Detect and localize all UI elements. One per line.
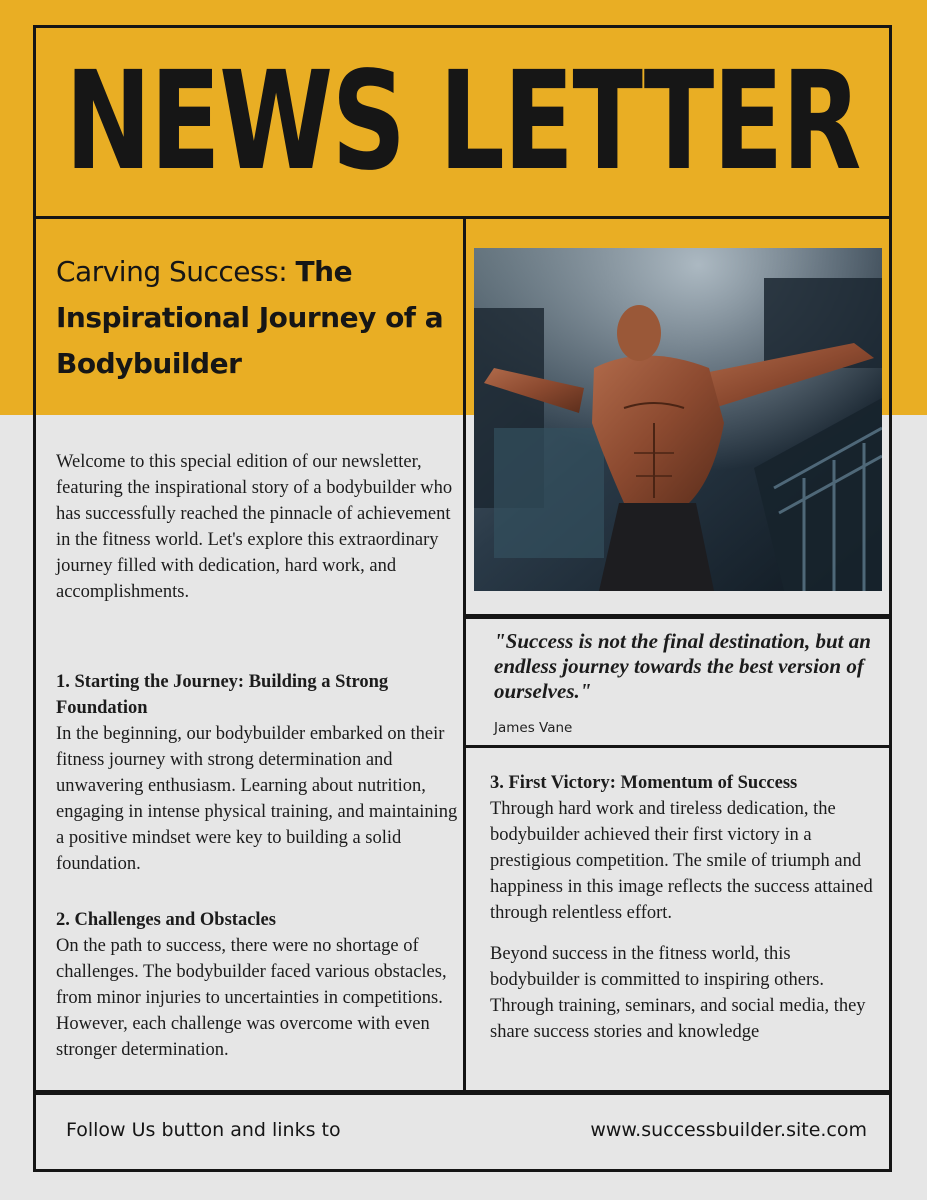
section-challenges xyxy=(56,907,461,1063)
masthead-title: NEWS LETTER xyxy=(65,43,860,201)
website-link[interactable]: www.successbuilder.site.com xyxy=(590,1119,867,1141)
pull-quote: "Success is not the final destination, but an endless journey towards the best version of ourselves." xyxy=(494,629,871,703)
left-column xyxy=(33,216,466,1093)
section-body: On the path to success, there were no shortage of challenges. The bodybuilder faced various obstacles, from minor injuries to uncertainties in competitions. However, each challenge was overcome with even stronger determination. xyxy=(56,936,447,1060)
section-first-victory xyxy=(490,770,880,926)
right-column xyxy=(463,745,892,1093)
closing-paragraph: Beyond success in the fitness world, this bodybuilder is committed to inspiring others. Through training, seminars, and social media, they share success stories and knowledge xyxy=(490,944,866,1042)
headline-title: The Inspirational Journey of a Bodybuilder xyxy=(56,255,444,380)
section-heading: 3. First Victory: Momentum of Success xyxy=(490,773,798,793)
section-heading: 1. Starting the Journey: Building a Strong Foundation xyxy=(56,672,389,718)
photo-frame xyxy=(463,216,892,617)
masthead xyxy=(33,25,892,219)
follow-us-text[interactable]: Follow Us button and links to xyxy=(66,1119,341,1141)
quote-box xyxy=(463,616,892,748)
bodybuilder-photo xyxy=(474,248,882,591)
headline xyxy=(56,249,451,387)
intro-paragraph: Welcome to this special edition of our newsletter, featuring the inspirational story of a bodybuilder who has successfully reached the pinnacle of achievement in the fitness world. Let's explore this extraordinary journey filled with dedication, hard work, and accomplishments. xyxy=(56,452,453,602)
quote-author: James Vane xyxy=(494,720,573,736)
section-body: Through hard work and tireless dedication, the bodybuilder achieved their first victory in a prestigious competition. The smile of triumph and happiness in this image reflects the success attained through relentless effort. xyxy=(490,799,873,923)
section-body: In the beginning, our bodybuilder embarked on their fitness journey with strong determination and unwavering enthusiasm. Learning about nutrition, engaging in intense physical training, and maintaining a positive mindset were key to building a solid foundation. xyxy=(56,724,458,874)
section-heading: 2. Challenges and Obstacles xyxy=(56,910,276,930)
headline-prefix: Carving Success: xyxy=(56,255,296,288)
section-starting-journey xyxy=(56,669,461,877)
footer xyxy=(33,1092,892,1172)
